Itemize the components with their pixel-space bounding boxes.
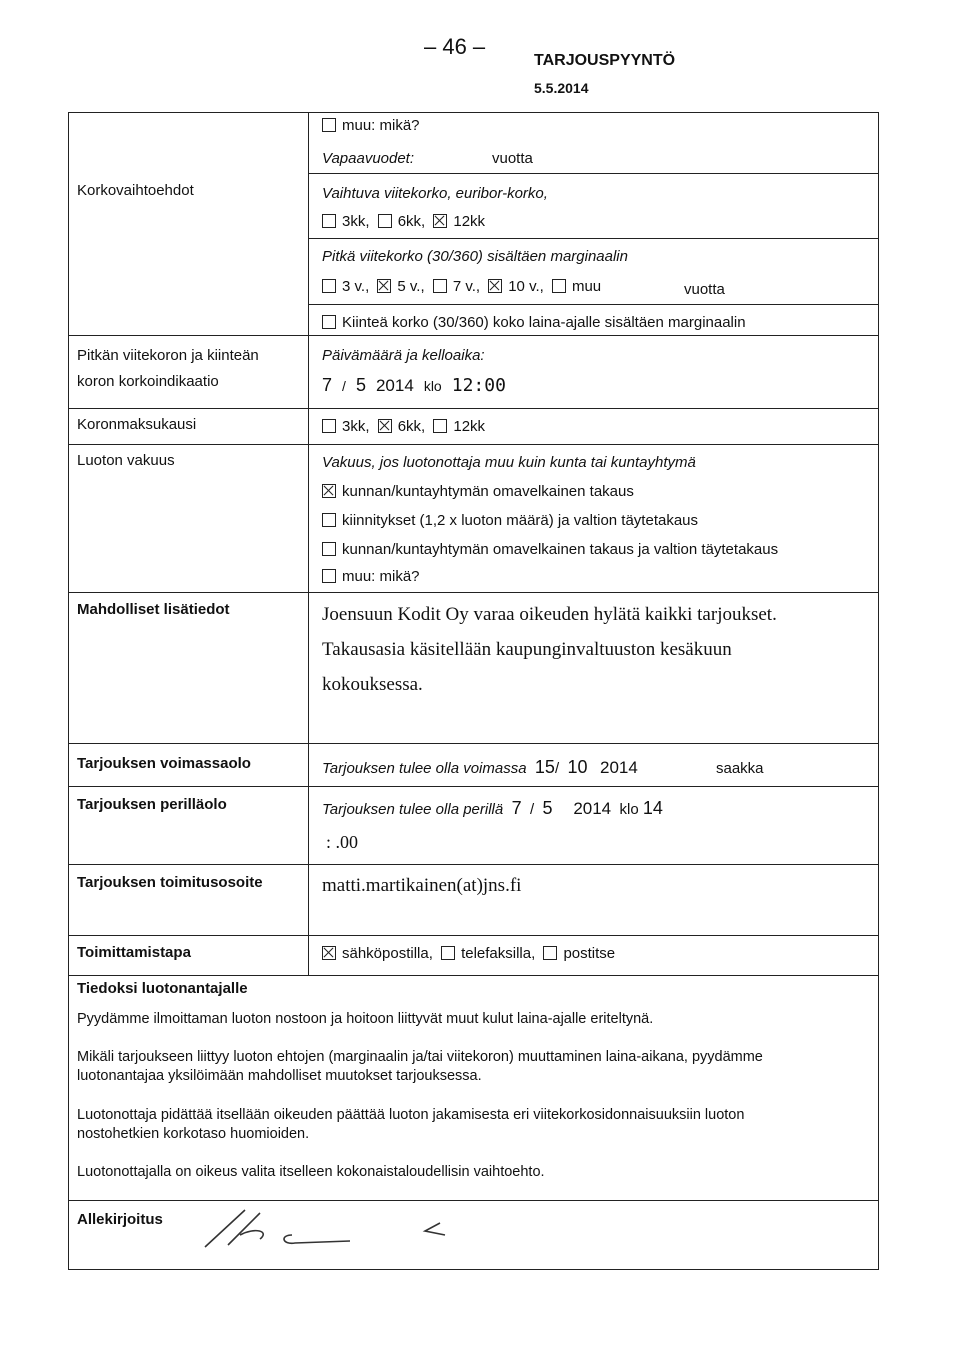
vaihtuva-option-12kk[interactable]: 12kk xyxy=(433,213,485,230)
klo-label: klo xyxy=(423,378,442,394)
perillaolo-minutes: : .00 xyxy=(326,832,359,852)
pitka-option-10v[interactable]: 10 v., xyxy=(488,278,544,295)
koronmaksukausi-label: Koronmaksukausi xyxy=(77,416,197,433)
pitka-option-3v[interactable]: 3 v., xyxy=(322,278,369,295)
vakuus-heading: Vakuus, jos luotonottaja muu kuin kunta tai kuntayhtymä xyxy=(322,454,696,471)
korkovaihtoehdot-label: Korkovaihtoehdot xyxy=(77,182,194,199)
toimitusosoite-value: matti.martikainen(at)jns.fi xyxy=(322,875,522,896)
checkbox[interactable] xyxy=(552,279,566,293)
signature-image xyxy=(200,1205,470,1255)
pitka-option-5v[interactable]: 5 v., xyxy=(377,278,424,295)
koronmaksukausi-options xyxy=(322,418,489,435)
lisatiedot-line-3: kokouksessa. xyxy=(322,674,423,695)
vakuus-option-4[interactable]: muu: mikä? xyxy=(322,568,420,585)
toimittamistapa-options xyxy=(322,945,619,962)
checkbox[interactable] xyxy=(322,279,336,293)
checkbox-checked[interactable] xyxy=(322,484,336,498)
vaihtuva-option-3kk[interactable]: 3kk, xyxy=(322,213,370,230)
muu-checkbox[interactable] xyxy=(322,118,336,132)
checkbox[interactable] xyxy=(322,569,336,583)
korkoindikaatio-datetime xyxy=(322,375,506,396)
voimassaolo-label: Tarjouksen voimassaolo xyxy=(77,755,251,772)
korkoindikaatio-label-2: koron korkoindikaatio xyxy=(77,373,219,390)
tiedoksi-heading: Tiedoksi luotonantajalle xyxy=(77,980,248,997)
toimittamistapa-option-telefaksi[interactable]: telefaksilla, xyxy=(441,945,535,962)
kiintea-checkbox[interactable] xyxy=(322,315,336,329)
time-value: 12:00 xyxy=(451,375,506,396)
tiedoksi-paragraph-1: Pyydämme ilmoittaman luoton nostoon ja hoitoon liittyvät muut kulut laina-ajalle eriteltynä. xyxy=(77,1011,654,1027)
korkoindikaatio-heading: Päivämäärä ja kelloaika: xyxy=(322,347,485,364)
document-title: TARJOUSPYYNTÖ xyxy=(534,52,676,69)
checkbox[interactable] xyxy=(543,946,557,960)
date-sep: / xyxy=(342,378,346,394)
allekirjoitus-label: Allekirjoitus xyxy=(77,1211,163,1228)
checkbox[interactable] xyxy=(433,419,447,433)
checkbox-checked[interactable] xyxy=(322,946,336,960)
checkbox[interactable] xyxy=(433,279,447,293)
checkbox[interactable] xyxy=(441,946,455,960)
muu-option[interactable]: muu: mikä? xyxy=(322,117,420,134)
perillaolo-value: Tarjouksen tulee olla perillä 7 / 5 2014 klo 14 xyxy=(322,798,663,818)
checkbox[interactable] xyxy=(322,419,336,433)
koronmaksukausi-option-12kk[interactable]: 12kk xyxy=(433,418,485,435)
pitka-unit: vuotta xyxy=(684,281,725,298)
pitka-option-muu[interactable]: muu xyxy=(552,278,601,295)
vaihtuva-options xyxy=(322,213,489,230)
toimitusosoite-label: Tarjouksen toimitusosoite xyxy=(77,874,263,891)
toimittamistapa-option-sahkoposti[interactable]: sähköpostilla, xyxy=(322,945,433,962)
pitka-heading: Pitkä viitekorko (30/360) sisältäen marginaalin xyxy=(322,248,628,265)
korkoindikaatio-label-1: Pitkän viitekoron ja kiinteän xyxy=(77,347,259,364)
checkbox[interactable] xyxy=(322,542,336,556)
lisatiedot-line-2: Takausasia käsitellään kaupunginvaltuuston kesäkuun xyxy=(322,639,732,660)
tiedoksi-paragraph-3: Luotonottaja pidättää itsellään oikeuden päättää luoton jakamisesta eri viitekorkosidonnaisuuksiin luoton nostohetkien korkotaso huomioiden. xyxy=(77,1107,745,1142)
tiedoksi-paragraph-4: Luotonottajalla on oikeus valita itselleen kokonaistaloudellisin vaihtoehto. xyxy=(77,1164,545,1180)
checkbox[interactable] xyxy=(322,513,336,527)
page-number: – 46 – xyxy=(424,34,486,59)
lisatiedot-label: Mahdolliset lisätiedot xyxy=(77,601,230,618)
tiedoksi-paragraph-2: Mikäli tarjoukseen liittyy luoton ehtojen (marginaalin ja/tai viitekoron) muuttaminen laina-aikana, pyydämme luotonantajaa yksilöimään mahdolliset muutokset tarjouksessa. xyxy=(77,1049,763,1084)
vaihtuva-heading: Vaihtuva viitekorko, euribor-korko, xyxy=(322,185,548,202)
checkbox-checked[interactable] xyxy=(488,279,502,293)
vakuus-option-3[interactable]: kunnan/kuntayhtymän omavelkainen takaus ja valtion täytetakaus xyxy=(322,541,778,558)
checkbox[interactable] xyxy=(378,214,392,228)
date-year: 2014 xyxy=(375,376,414,395)
pitka-options xyxy=(322,278,605,295)
checkbox-checked[interactable] xyxy=(378,419,392,433)
checkbox[interactable] xyxy=(322,214,336,228)
vakuus-option-1[interactable]: kunnan/kuntayhtymän omavelkainen takaus xyxy=(322,483,634,500)
vaihtuva-option-6kk[interactable]: 6kk, xyxy=(378,213,426,230)
voimassaolo-suffix: saakka xyxy=(716,760,764,777)
date-month: 5 xyxy=(355,375,366,395)
koronmaksukausi-option-6kk[interactable]: 6kk, xyxy=(378,418,426,435)
lisatiedot-line-1: Joensuun Kodit Oy varaa oikeuden hylätä kaikki tarjoukset. xyxy=(322,604,777,625)
pitka-option-7v[interactable]: 7 v., xyxy=(433,278,480,295)
kiintea-option[interactable]: Kiinteä korko (30/360) koko laina-ajalle sisältäen marginaalin xyxy=(322,314,746,331)
checkbox-checked[interactable] xyxy=(377,279,391,293)
koronmaksukausi-option-3kk[interactable]: 3kk, xyxy=(322,418,370,435)
voimassaolo-value: Tarjouksen tulee olla voimassa 15/ 10 2014 xyxy=(322,757,638,777)
vakuus-label: Luoton vakuus xyxy=(77,452,175,469)
checkbox-checked[interactable] xyxy=(433,214,447,228)
document-date: 5.5.2014 xyxy=(534,80,589,96)
perillaolo-label: Tarjouksen perilläolo xyxy=(77,796,227,813)
toimittamistapa-option-posti[interactable]: postitse xyxy=(543,945,615,962)
vakuus-option-2[interactable]: kiinnitykset (1,2 x luoton määrä) ja valtion täytetakaus xyxy=(322,512,698,529)
vapaavuodet-label: Vapaavuodet: xyxy=(322,150,415,167)
vapaavuodet-unit: vuotta xyxy=(492,150,533,167)
date-day: 7 xyxy=(322,375,333,395)
toimittamistapa-label: Toimittamistapa xyxy=(77,944,191,961)
